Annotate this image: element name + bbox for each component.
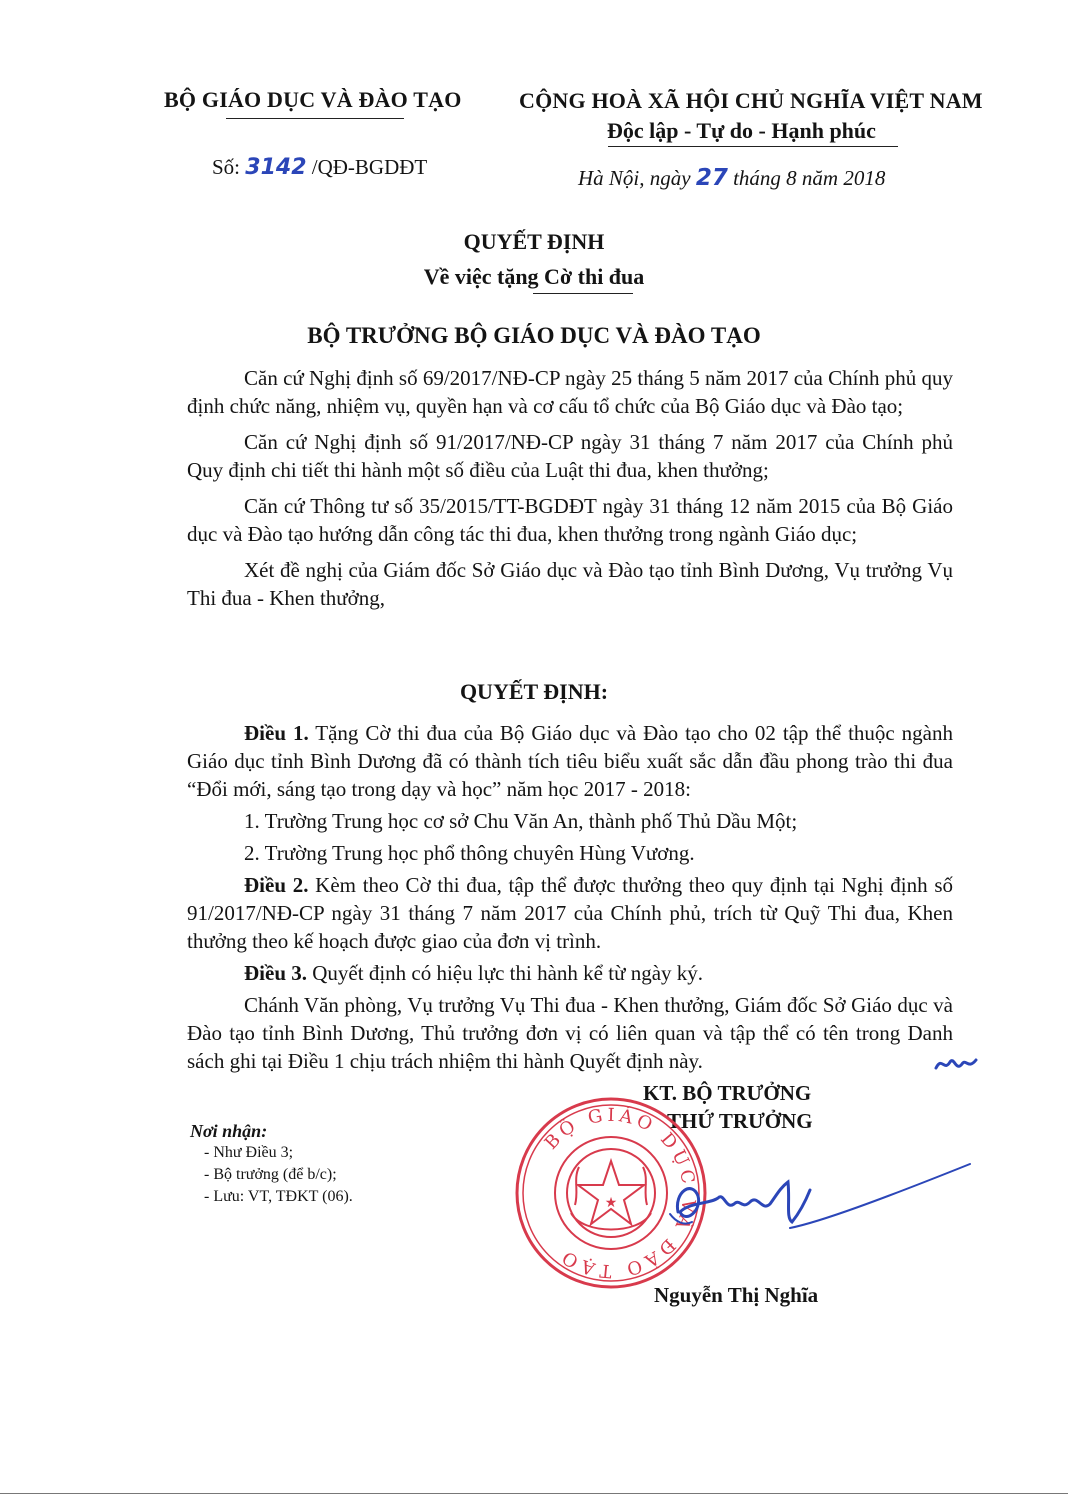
- recipients-list: [190, 1120, 353, 1208]
- closing-clause: Chánh Văn phòng, Vụ trưởng Vụ Thi đua - Khen thưởng, Giám đốc Sở Giáo dục và Đào tạo tỉnh Bình Dương, Thủ trưởng đơn vị có liên quan và tập thể có tên trong Danh sách ghi tại Điều 1 chịu trách nhiệm thi hành Quyết định này.: [187, 993, 953, 1073]
- national-motto: Độc lập - Tự do - Hạnh phúc: [607, 118, 876, 143]
- article-1-text: Tặng Cờ thi đua của Bộ Giáo dục và Đào tạo cho 02 tập thể thuộc ngành Giáo dục tỉnh Bình Dương đã có thành tích tiêu biểu xuất sắc dẫn đầu phong trào thi đua “Đổi mới, sáng tạo trong dạy và học” năm học 2017 - 2018:: [187, 721, 954, 801]
- recipient-item: - Lưu: VT, TĐKT (06).: [204, 1188, 353, 1205]
- handwritten-signature: [640, 1152, 975, 1247]
- signer-position-line1: KT. BỘ TRƯỞNG: [643, 1081, 812, 1105]
- signer-name: Nguyễn Thị Nghĩa: [654, 1283, 819, 1307]
- preamble-clause: Căn cứ Nghị định số 91/2017/NĐ-CP ngày 31 tháng 7 năm 2017 của Chính phủ Quy định chi tiết thi hành một số điều của Luật thi đua, khen thưởng;: [187, 430, 953, 482]
- document-number: [212, 155, 427, 180]
- article-2-label: Điều 2.: [244, 873, 309, 897]
- preamble-clause: Xét đề nghị của Giám đốc Sở Giáo dục và Đào tạo tỉnh Bình Dương, Vụ trưởng Vụ Thi đua - Khen thưởng,: [187, 558, 953, 610]
- recipient-item: - Như Điều 3;: [204, 1144, 294, 1161]
- issue-date-prefix: Hà Nội, ngày: [578, 166, 696, 190]
- preamble-clause: Căn cứ Thông tư số 35/2015/TT-BGDĐT ngày 31 tháng 12 năm 2015 của Bộ Giáo dục và Đào tạo hướng dẫn công tác thi đua, khen thưởng trong ngành Giáo dục;: [187, 494, 953, 546]
- seal-star-glyph: ★: [604, 1195, 618, 1211]
- national-title: CỘNG HOÀ XÃ HỘI CHỦ NGHĨA VIỆT NAM: [519, 88, 983, 113]
- decision-heading: QUYẾT ĐỊNH:: [459, 679, 609, 704]
- issue-date-suffix: tháng 8 năm 2018: [727, 166, 886, 190]
- document-type-title: QUYẾT ĐỊNH: [463, 229, 605, 254]
- preamble-clause: Căn cứ Nghị định số 69/2017/NĐ-CP ngày 25 tháng 5 năm 2017 của Chính phủ quy định chức năng, nhiệm vụ, quyền hạn và cơ cấu tổ chức của Bộ Giáo dục và Đào tạo;: [187, 366, 953, 418]
- recipients-title: [190, 1120, 353, 1142]
- signer-position-line2: THỨ TRƯỞNG: [667, 1109, 813, 1133]
- issuing-authority-title: BỘ TRƯỞNG BỘ GIÁO DỤC VÀ ĐÀO TẠO: [307, 323, 761, 348]
- article-3-label: Điều 3.: [244, 961, 307, 985]
- article-1: [187, 719, 953, 803]
- recipients-title-colon: :: [261, 1121, 268, 1141]
- scan-bottom-edge: [0, 1493, 1068, 1494]
- article-1-item: 1. Trường Trung học cơ sở Chu Văn An, thành phố Thủ Dầu Một;: [244, 809, 798, 833]
- document-number-handwritten: 3142: [245, 155, 307, 180]
- document-number-suffix: /QĐ-BGDĐT: [306, 155, 428, 179]
- preamble: [187, 364, 953, 620]
- issue-date: [578, 165, 885, 191]
- recipient-item: - Bộ trưởng (để b/c);: [204, 1166, 337, 1183]
- document-number-prefix: Số:: [212, 155, 246, 179]
- issuing-organization: BỘ GIÁO DỤC VÀ ĐÀO TẠO: [164, 87, 462, 112]
- articles: [187, 719, 953, 1079]
- handwritten-initials-mark: [932, 1052, 980, 1076]
- article-3: [187, 959, 953, 987]
- subject-underline: [533, 293, 633, 294]
- article-1-label: Điều 1.: [244, 721, 309, 745]
- motto-underline: [608, 146, 898, 147]
- issue-date-day-handwritten: 27: [695, 165, 728, 191]
- organization-underline: [226, 118, 404, 119]
- seal-ring-text: BỘ GIÁO DỤC VÀ ĐÀO TẠO: [540, 1104, 700, 1282]
- article-1-item: 2. Trường Trung học phổ thông chuyên Hùng Vương.: [244, 841, 695, 865]
- article-2: [187, 871, 953, 955]
- document-subject: Về việc tặng Cờ thi đua: [423, 264, 645, 289]
- article-2-text: Kèm theo Cờ thi đua, tập thể được thưởng theo quy định tại Nghị định số 91/2017/NĐ-CP ngày 31 tháng 7 năm 2017 của Chính phủ, trích từ Quỹ Thi đua, Khen thưởng theo kế hoạch được giao của đơn vị trình.: [187, 873, 954, 953]
- article-3-text: Quyết định có hiệu lực thi hành kể từ ngày ký.: [307, 961, 704, 985]
- recipients-title-text: Nơi nhận: [190, 1121, 262, 1141]
